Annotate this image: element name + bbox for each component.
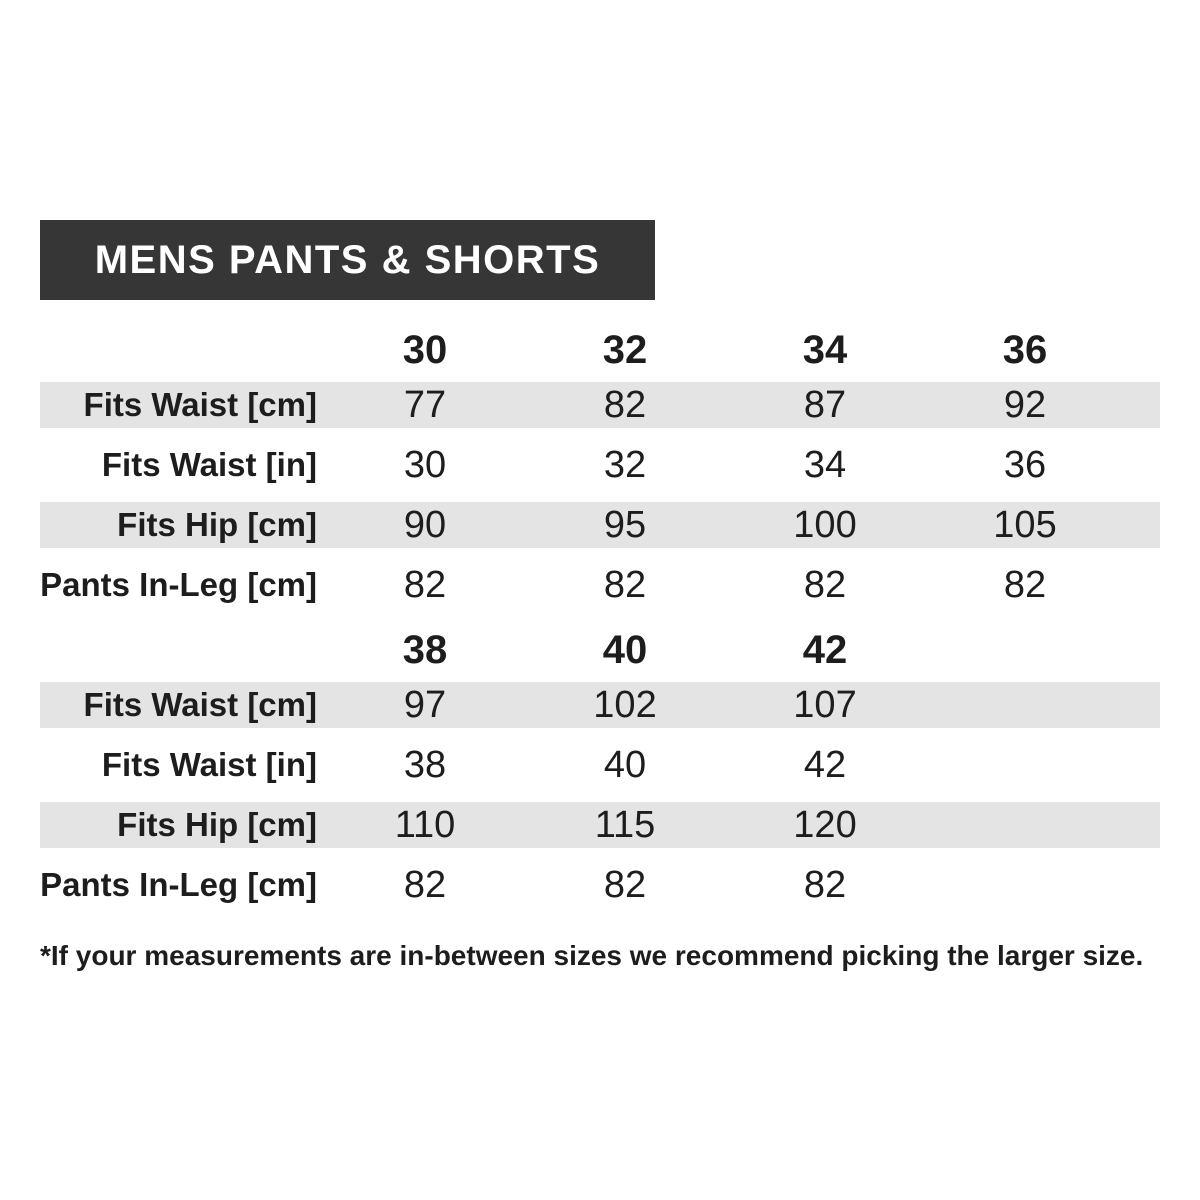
size-table-section-2 <box>40 624 1160 922</box>
table-cell: 36 <box>1003 443 1047 486</box>
size-column-header: 40 <box>602 627 648 672</box>
row-label: Fits Hip [cm] <box>117 806 317 843</box>
size-table-section-1 <box>40 324 1160 622</box>
table-cell: 95 <box>603 503 647 546</box>
row-label: Fits Waist [in] <box>101 446 317 483</box>
row-label: Fits Waist [cm] <box>83 386 317 423</box>
table-row-pants-inleg-cm <box>40 862 1160 908</box>
row-label: Pants In-Leg [cm] <box>40 866 317 903</box>
table-row-fits-waist-in <box>40 442 1160 488</box>
size-column-header: 38 <box>402 627 448 672</box>
table-cell: 110 <box>394 803 456 846</box>
table-cell: 82 <box>803 563 847 606</box>
table-cell: 102 <box>593 683 657 726</box>
table-cell: 87 <box>803 383 847 426</box>
table-cell: 90 <box>403 503 447 546</box>
size-column-header: 34 <box>802 327 848 372</box>
table-cell: 82 <box>603 863 647 906</box>
table-cell: 107 <box>793 683 857 726</box>
table-cell: 82 <box>803 863 847 906</box>
table-cell: 105 <box>993 503 1057 546</box>
table-cell: 34 <box>803 443 847 486</box>
table-cell: 42 <box>803 743 847 786</box>
table-cell: 92 <box>1003 383 1047 426</box>
size-header-row <box>40 324 1160 376</box>
table-cell: 38 <box>403 743 447 786</box>
row-label: Pants In-Leg [cm] <box>40 566 317 603</box>
size-column-header: 42 <box>802 627 848 672</box>
table-row-pants-inleg-cm <box>40 562 1160 608</box>
table-cell: 82 <box>1003 563 1047 606</box>
table-row-fits-waist-in <box>40 742 1160 788</box>
table-row-fits-hip-cm <box>40 502 1160 548</box>
row-label: Fits Hip [cm] <box>117 506 317 543</box>
title-banner <box>40 220 655 300</box>
table-row-fits-waist-cm <box>40 382 1160 428</box>
table-cell: 100 <box>793 503 857 546</box>
table-cell: 40 <box>603 743 647 786</box>
table-cell: 82 <box>603 563 647 606</box>
size-header-row <box>40 624 1160 676</box>
table-cell: 82 <box>603 383 647 426</box>
table-cell: 77 <box>403 383 447 426</box>
size-note: *If your measurements are in-between sizes we recommend picking the larger size. <box>40 940 1144 971</box>
row-label: Fits Waist [cm] <box>83 686 317 723</box>
chart-title: MENS PANTS & SHORTS <box>94 237 601 282</box>
table-cell: 97 <box>403 683 447 726</box>
row-label: Fits Waist [in] <box>101 746 317 783</box>
table-cell: 115 <box>594 803 656 846</box>
table-row-fits-hip-cm <box>40 802 1160 848</box>
size-column-header: 32 <box>602 327 648 372</box>
table-row-fits-waist-cm <box>40 682 1160 728</box>
table-cell: 120 <box>793 803 857 846</box>
table-cell: 82 <box>403 863 447 906</box>
size-column-header: 30 <box>402 327 448 372</box>
table-cell: 32 <box>603 443 647 486</box>
size-column-header: 36 <box>1002 327 1048 372</box>
table-cell: 30 <box>403 443 447 486</box>
table-cell: 82 <box>403 563 447 606</box>
